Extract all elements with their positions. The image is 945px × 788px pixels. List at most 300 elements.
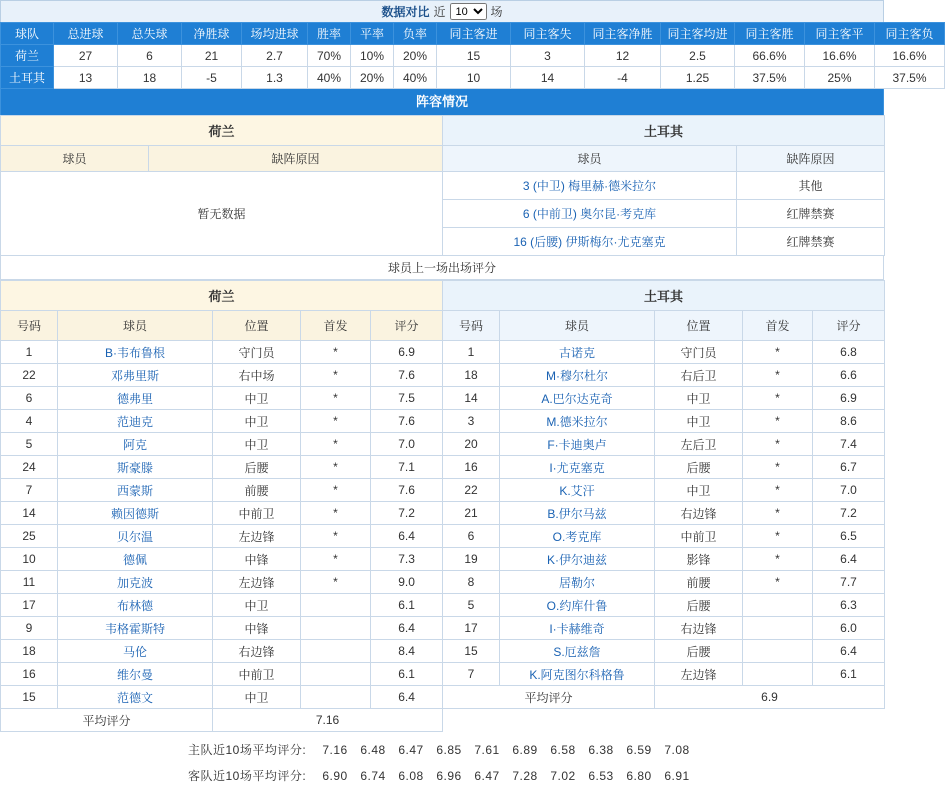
player-starter: * <box>743 410 813 433</box>
home-players-header-row <box>1 311 443 341</box>
lineup-section-title: 阵容情况 <box>0 89 884 115</box>
player-position: 中卫 <box>655 479 743 502</box>
stats-col-6: 平率 <box>351 23 394 45</box>
table-row <box>1 594 443 617</box>
player-rating: 6.0 <box>813 617 885 640</box>
player-rating: 6.9 <box>813 387 885 410</box>
player-position: 右中场 <box>213 364 301 387</box>
lineup-columns <box>0 115 884 256</box>
player-name[interactable]: 邓弗里斯 <box>58 364 213 387</box>
player-rating: 7.2 <box>813 502 885 525</box>
ratings-home-column <box>0 280 442 732</box>
home-players-table <box>0 280 443 732</box>
stats-team-name: 荷兰 <box>1 45 54 67</box>
player-name[interactable]: 加克波 <box>58 571 213 594</box>
player-position: 左边锋 <box>213 525 301 548</box>
recent-rating-value: 6.58 <box>550 743 576 757</box>
absence-player-name[interactable]: 16 (后腰) 伊斯梅尔·尤克塞克 <box>443 228 737 256</box>
player-number: 17 <box>443 617 500 640</box>
table-row <box>1 548 443 571</box>
players-col-4: 评分 <box>371 311 443 341</box>
player-starter: * <box>743 341 813 364</box>
table-row <box>1 433 443 456</box>
player-name[interactable]: B·韦布鲁根 <box>58 341 213 364</box>
stats-cell: 70% <box>308 45 351 67</box>
player-position: 后腰 <box>655 456 743 479</box>
stats-cell: 1.3 <box>242 67 308 89</box>
player-position: 中卫 <box>655 387 743 410</box>
player-number: 18 <box>1 640 58 663</box>
player-starter: * <box>301 364 371 387</box>
player-name[interactable]: 范德文 <box>58 686 213 709</box>
table-row <box>1 456 443 479</box>
stats-cell: 13 <box>54 67 118 89</box>
ratings-away-column <box>442 280 884 732</box>
player-starter: * <box>301 341 371 364</box>
stats-cell: 2.7 <box>242 45 308 67</box>
stats-col-3: 净胜球 <box>182 23 242 45</box>
player-starter <box>743 640 813 663</box>
away-ratings-team: 土耳其 <box>443 281 885 311</box>
stats-col-7: 负率 <box>394 23 437 45</box>
ratings-columns <box>0 280 884 732</box>
player-position: 后腰 <box>213 456 301 479</box>
player-rating: 6.4 <box>813 548 885 571</box>
player-rating: 6.4 <box>371 525 443 548</box>
player-number: 10 <box>1 548 58 571</box>
player-starter: * <box>743 433 813 456</box>
stats-cell: 37.5% <box>735 67 805 89</box>
player-name[interactable]: M.德米拉尔 <box>500 410 655 433</box>
player-number: 5 <box>443 594 500 617</box>
table-row <box>443 479 885 502</box>
away-absence-table <box>442 115 885 256</box>
player-starter: * <box>301 548 371 571</box>
player-starter: * <box>301 456 371 479</box>
absence-reason: 其他 <box>737 172 885 200</box>
player-rating: 6.8 <box>813 341 885 364</box>
player-position: 左边锋 <box>655 663 743 686</box>
stats-col-12: 同主客胜 <box>735 23 805 45</box>
absence-row <box>443 228 885 256</box>
away-col-reason: 缺阵原因 <box>737 146 885 172</box>
home-col-player: 球员 <box>1 146 149 172</box>
player-name[interactable]: 贝尔温 <box>58 525 213 548</box>
stats-cell: 25% <box>805 67 875 89</box>
player-starter: * <box>301 571 371 594</box>
player-position: 守门员 <box>655 341 743 364</box>
stats-cell: 37.5% <box>875 67 945 89</box>
home-recent-ratings-values <box>316 743 696 757</box>
recent-prefix-label: 近 <box>433 5 446 19</box>
page-title-bar <box>0 0 884 22</box>
home-avg-label: 平均评分 <box>1 709 213 732</box>
player-position: 右边锋 <box>655 502 743 525</box>
player-name[interactable]: B.伊尔马兹 <box>500 502 655 525</box>
table-row <box>443 410 885 433</box>
player-position: 中锋 <box>213 548 301 571</box>
player-name[interactable]: I·卡赫维奇 <box>500 617 655 640</box>
table-row <box>443 525 885 548</box>
players-col-2: 位置 <box>655 311 743 341</box>
away-team-name: 土耳其 <box>443 116 885 146</box>
stats-col-9: 同主客失 <box>511 23 585 45</box>
stats-cell: 66.6% <box>735 45 805 67</box>
player-rating: 6.1 <box>371 594 443 617</box>
player-starter: * <box>743 479 813 502</box>
player-name[interactable]: K.艾汗 <box>500 479 655 502</box>
player-starter: * <box>743 548 813 571</box>
player-rating: 7.6 <box>371 479 443 502</box>
player-number: 1 <box>1 341 58 364</box>
player-rating: 7.6 <box>371 410 443 433</box>
player-name[interactable]: 韦格霍斯特 <box>58 617 213 640</box>
table-row <box>1 525 443 548</box>
player-starter <box>743 663 813 686</box>
table-row <box>1 686 443 709</box>
away-players-table <box>442 280 885 709</box>
home-col-reason: 缺阵原因 <box>149 146 443 172</box>
stats-cell: 12 <box>585 45 661 67</box>
player-name[interactable]: S.厄兹詹 <box>500 640 655 663</box>
player-starter: * <box>301 433 371 456</box>
player-starter <box>743 594 813 617</box>
player-name[interactable]: M·穆尔杜尔 <box>500 364 655 387</box>
recent-rating-value: 6.74 <box>360 769 386 783</box>
table-row <box>443 387 885 410</box>
stats-cell: 2.5 <box>661 45 735 67</box>
stats-team-name: 土耳其 <box>1 67 54 89</box>
player-number: 6 <box>443 525 500 548</box>
player-number: 7 <box>1 479 58 502</box>
table-row <box>443 571 885 594</box>
player-rating: 7.4 <box>813 433 885 456</box>
recent-rating-value: 6.80 <box>626 769 652 783</box>
recent-rating-value: 6.38 <box>588 743 614 757</box>
player-name[interactable]: 斯豪滕 <box>58 456 213 479</box>
recent-rating-value: 6.89 <box>512 743 538 757</box>
table-row <box>443 456 885 479</box>
player-starter: * <box>301 410 371 433</box>
player-starter <box>743 617 813 640</box>
away-players-header-row <box>443 311 885 341</box>
player-name[interactable]: 赖因德斯 <box>58 502 213 525</box>
player-name[interactable]: A.巴尔达克奇 <box>500 387 655 410</box>
recent-rating-value: 6.59 <box>626 743 652 757</box>
stats-col-8: 同主客进 <box>437 23 511 45</box>
player-rating: 8.4 <box>371 640 443 663</box>
absence-row <box>443 172 885 200</box>
player-rating: 7.1 <box>371 456 443 479</box>
table-row <box>443 341 885 364</box>
player-rating: 6.7 <box>813 456 885 479</box>
away-recent-ratings-values <box>316 769 696 783</box>
player-name[interactable]: I·尤克塞克 <box>500 456 655 479</box>
recent-rating-value: 6.91 <box>664 769 690 783</box>
stats-header-row <box>1 23 945 45</box>
table-row <box>1 640 443 663</box>
player-rating: 7.3 <box>371 548 443 571</box>
player-position: 左后卫 <box>655 433 743 456</box>
stats-cell: 27 <box>54 45 118 67</box>
player-position: 中锋 <box>213 617 301 640</box>
players-col-3: 首发 <box>301 311 371 341</box>
player-starter <box>301 640 371 663</box>
player-starter <box>301 617 371 640</box>
player-name[interactable]: 阿克 <box>58 433 213 456</box>
player-name[interactable]: O.考克库 <box>500 525 655 548</box>
player-number: 5 <box>1 433 58 456</box>
match-count-select[interactable] <box>450 3 487 20</box>
player-rating: 6.6 <box>813 364 885 387</box>
player-name[interactable]: 德弗里 <box>58 387 213 410</box>
stats-cell: 20% <box>394 45 437 67</box>
home-avg-value: 7.16 <box>213 709 443 732</box>
player-position: 中卫 <box>213 594 301 617</box>
absence-player-name[interactable]: 3 (中卫) 梅里赫·德米拉尔 <box>443 172 737 200</box>
player-number: 18 <box>443 364 500 387</box>
player-rating: 6.4 <box>813 640 885 663</box>
table-row <box>1 571 443 594</box>
ratings-caption: 球员上一场出场评分 <box>0 256 884 280</box>
player-starter: * <box>743 502 813 525</box>
table-row <box>1 479 443 502</box>
stats-cell: 20% <box>351 67 394 89</box>
player-name[interactable]: K.阿克图尔科格鲁 <box>500 663 655 686</box>
player-starter <box>301 663 371 686</box>
players-col-1: 球员 <box>500 311 655 341</box>
stats-col-0: 球队 <box>1 23 54 45</box>
player-number: 16 <box>443 456 500 479</box>
recent-rating-value: 7.16 <box>322 743 348 757</box>
stats-cell: 40% <box>308 67 351 89</box>
player-position: 后腰 <box>655 640 743 663</box>
recent-rating-value: 7.08 <box>664 743 690 757</box>
player-rating: 9.0 <box>371 571 443 594</box>
player-name[interactable]: 德佩 <box>58 548 213 571</box>
player-position: 中卫 <box>213 433 301 456</box>
player-number: 14 <box>1 502 58 525</box>
player-position: 前腰 <box>655 571 743 594</box>
player-number: 1 <box>443 341 500 364</box>
player-number: 15 <box>443 640 500 663</box>
player-starter: * <box>743 364 813 387</box>
player-number: 4 <box>1 410 58 433</box>
table-row <box>443 640 885 663</box>
player-name[interactable]: O.约库什鲁 <box>500 594 655 617</box>
player-position: 中卫 <box>655 410 743 433</box>
table-row <box>443 617 885 640</box>
player-position: 中前卫 <box>213 502 301 525</box>
player-number: 17 <box>1 594 58 617</box>
away-avg-label: 平均评分 <box>443 686 655 709</box>
page-title: 数据对比 <box>381 5 430 19</box>
stats-col-10: 同主客净胜 <box>585 23 661 45</box>
stats-cell: -5 <box>182 67 242 89</box>
stats-col-13: 同主客平 <box>805 23 875 45</box>
away-recent-ratings-label: 客队近10场平均评分: <box>187 769 307 783</box>
player-name[interactable]: 布林德 <box>58 594 213 617</box>
recent-rating-value: 6.85 <box>436 743 462 757</box>
player-name[interactable]: 维尔曼 <box>58 663 213 686</box>
player-position: 中卫 <box>213 387 301 410</box>
table-row <box>443 502 885 525</box>
home-recent-ratings-line <box>0 732 884 758</box>
stats-row <box>1 45 945 67</box>
stats-cell: 16.6% <box>875 45 945 67</box>
players-col-1: 球员 <box>58 311 213 341</box>
table-row <box>443 548 885 571</box>
stats-cell: 1.25 <box>661 67 735 89</box>
player-starter <box>301 594 371 617</box>
table-row <box>443 433 885 456</box>
recent-rating-value: 6.48 <box>360 743 386 757</box>
player-name[interactable]: 西蒙斯 <box>58 479 213 502</box>
stats-col-2: 总失球 <box>118 23 182 45</box>
player-number: 25 <box>1 525 58 548</box>
recent-rating-value: 7.61 <box>474 743 500 757</box>
recent-rating-value: 6.47 <box>474 769 500 783</box>
lineup-away-column <box>442 115 884 256</box>
absence-row <box>443 200 885 228</box>
player-number: 22 <box>443 479 500 502</box>
stats-table <box>0 22 945 89</box>
player-rating: 6.1 <box>371 663 443 686</box>
player-rating: 6.4 <box>371 686 443 709</box>
player-rating: 6.4 <box>371 617 443 640</box>
recent-rating-value: 6.08 <box>398 769 424 783</box>
player-starter: * <box>301 387 371 410</box>
table-row <box>1 617 443 640</box>
player-number: 22 <box>1 364 58 387</box>
player-name[interactable]: 居勒尔 <box>500 571 655 594</box>
player-starter: * <box>301 479 371 502</box>
stats-cell: -4 <box>585 67 661 89</box>
recent-rating-value: 6.53 <box>588 769 614 783</box>
table-row <box>443 364 885 387</box>
player-number: 16 <box>1 663 58 686</box>
table-row <box>443 594 885 617</box>
table-row <box>1 502 443 525</box>
player-number: 8 <box>443 571 500 594</box>
stats-col-11: 同主客均进 <box>661 23 735 45</box>
player-position: 中卫 <box>213 686 301 709</box>
stats-col-5: 胜率 <box>308 23 351 45</box>
player-number: 19 <box>443 548 500 571</box>
absence-player-name[interactable]: 6 (中前卫) 奥尔昆·考克库 <box>443 200 737 228</box>
player-rating: 6.3 <box>813 594 885 617</box>
player-number: 7 <box>443 663 500 686</box>
absence-reason: 红牌禁赛 <box>737 228 885 256</box>
stats-cell: 10 <box>437 67 511 89</box>
lineup-home-column <box>0 115 442 256</box>
player-number: 9 <box>1 617 58 640</box>
player-starter: * <box>743 571 813 594</box>
player-number: 15 <box>1 686 58 709</box>
stats-cell: 16.6% <box>805 45 875 67</box>
player-position: 后腰 <box>655 594 743 617</box>
recent-rating-value: 7.28 <box>512 769 538 783</box>
stats-cell: 21 <box>182 45 242 67</box>
player-rating: 8.6 <box>813 410 885 433</box>
recent-rating-value: 6.47 <box>398 743 424 757</box>
away-col-player: 球员 <box>443 146 737 172</box>
stats-cell: 40% <box>394 67 437 89</box>
player-position: 中卫 <box>213 410 301 433</box>
player-position: 右边锋 <box>655 617 743 640</box>
player-rating: 6.1 <box>813 663 885 686</box>
player-starter: * <box>743 387 813 410</box>
table-row <box>1 341 443 364</box>
home-empty-text: 暂无数据 <box>1 172 443 256</box>
player-starter: * <box>301 502 371 525</box>
player-number: 6 <box>1 387 58 410</box>
away-avg-value: 6.9 <box>655 686 885 709</box>
player-number: 14 <box>443 387 500 410</box>
player-name[interactable]: 范迪克 <box>58 410 213 433</box>
stats-row <box>1 67 945 89</box>
stats-cell: 14 <box>511 67 585 89</box>
player-name[interactable]: 古诺克 <box>500 341 655 364</box>
player-number: 11 <box>1 571 58 594</box>
players-col-3: 首发 <box>743 311 813 341</box>
player-rating: 7.5 <box>371 387 443 410</box>
away-recent-ratings-line <box>0 758 884 784</box>
stats-col-4: 场均进球 <box>242 23 308 45</box>
player-position: 影锋 <box>655 548 743 571</box>
player-starter <box>301 686 371 709</box>
player-number: 21 <box>443 502 500 525</box>
player-position: 左边锋 <box>213 571 301 594</box>
table-row <box>1 410 443 433</box>
table-row <box>1 364 443 387</box>
player-position: 守门员 <box>213 341 301 364</box>
players-col-0: 号码 <box>1 311 58 341</box>
player-starter: * <box>301 525 371 548</box>
player-name[interactable]: 马伦 <box>58 640 213 663</box>
player-number: 3 <box>443 410 500 433</box>
player-starter: * <box>743 525 813 548</box>
player-name[interactable]: K·伊尔迪兹 <box>500 548 655 571</box>
player-rating: 6.9 <box>371 341 443 364</box>
home-recent-ratings-label: 主队近10场平均评分: <box>187 743 307 757</box>
player-rating: 6.5 <box>813 525 885 548</box>
table-row <box>443 663 885 686</box>
recent-rating-value: 6.96 <box>436 769 462 783</box>
table-row <box>1 663 443 686</box>
players-col-4: 评分 <box>813 311 885 341</box>
players-col-0: 号码 <box>443 311 500 341</box>
stats-cell: 6 <box>118 45 182 67</box>
home-ratings-team: 荷兰 <box>1 281 443 311</box>
player-position: 中前卫 <box>655 525 743 548</box>
home-team-name: 荷兰 <box>1 116 443 146</box>
player-rating: 7.7 <box>813 571 885 594</box>
player-position: 右后卫 <box>655 364 743 387</box>
stats-col-1: 总进球 <box>54 23 118 45</box>
stats-cell: 3 <box>511 45 585 67</box>
recent-suffix-label: 场 <box>490 5 503 19</box>
player-name[interactable]: F·卡迪奥卢 <box>500 433 655 456</box>
recent-rating-value: 6.90 <box>322 769 348 783</box>
player-position: 右边锋 <box>213 640 301 663</box>
players-col-2: 位置 <box>213 311 301 341</box>
player-rating: 7.2 <box>371 502 443 525</box>
player-rating: 7.0 <box>371 433 443 456</box>
stats-col-14: 同主客负 <box>875 23 945 45</box>
player-rating: 7.0 <box>813 479 885 502</box>
player-number: 24 <box>1 456 58 479</box>
